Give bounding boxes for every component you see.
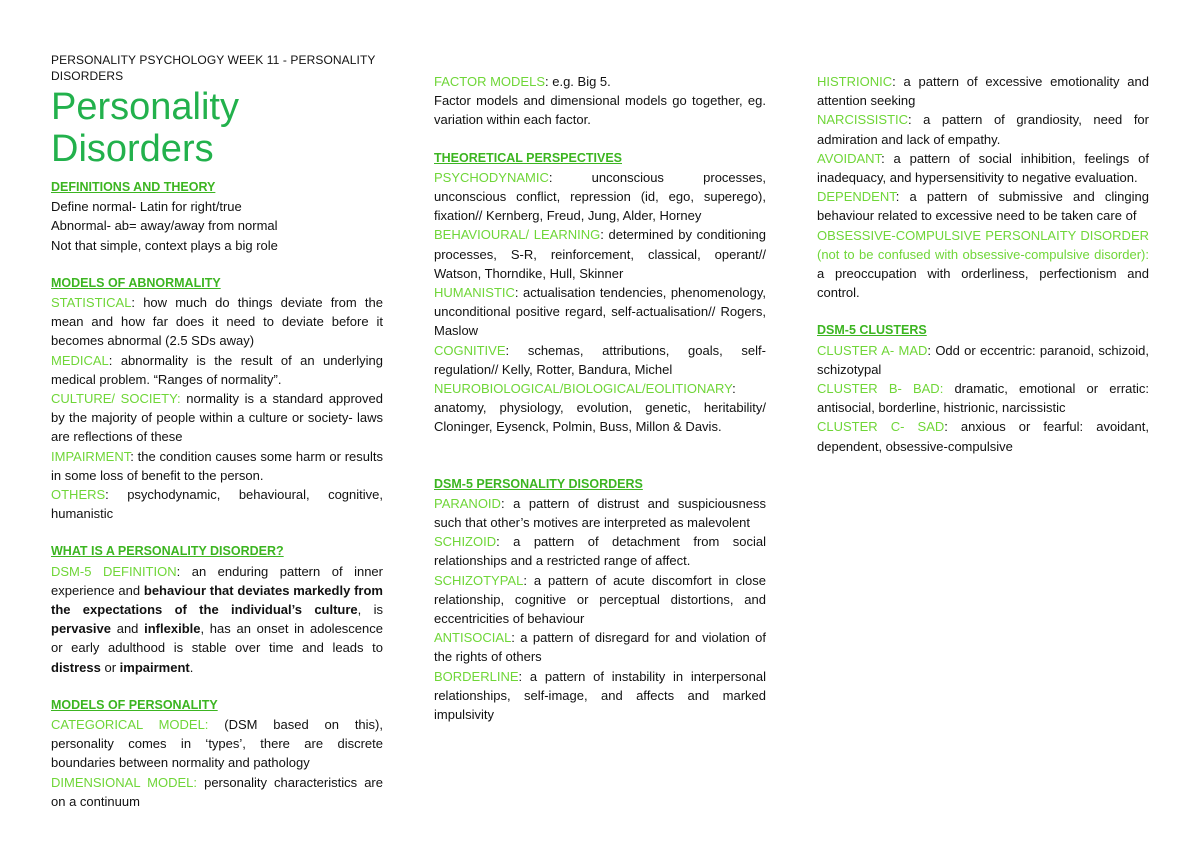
term: BEHAVIOURAL/ LEARNING: [434, 227, 601, 243]
term: OTHERS: [51, 487, 106, 503]
dsm-disorders-heading: DSM-5 PERSONALITY DISORDERS: [434, 476, 643, 491]
clusters-heading: DSM-5 CLUSTERS: [817, 323, 927, 338]
behavioural-paragraph: BEHAVIOURAL/ LEARNING: determined by conditioning processes, S-R, reinforcement, classical, operant// Watson, Thorndike, Hull, Skinner: [434, 227, 766, 281]
term: FACTOR MODELS: [434, 74, 546, 89]
theoretical-heading: THEORETICAL PERSPECTIVES: [434, 150, 622, 165]
factor-line: FACTOR MODELS: e.g. Big 5.: [434, 74, 611, 89]
narcissistic-paragraph: NARCISSISTIC: a pattern of grandiosity, need for admiration and lack of empathy.: [817, 112, 1149, 147]
borderline-paragraph: BORDERLINE: a pattern of instability in interpersonal relationships, self-image, and affects and marked impulsivity: [434, 668, 766, 723]
cluster-a-paragraph: CLUSTER A- MAD: Odd or eccentric: paranoid, schizoid, schizotypal: [817, 342, 1149, 377]
definition-line: Define normal- Latin for right/true: [51, 199, 242, 215]
term: AVOIDANT: [817, 150, 882, 166]
term: PARANOID: [434, 495, 501, 511]
neurobiological-paragraph: NEUROBIOLOGICAL/BIOLOGICAL/EOLITIONARY: anatomy, physiology, evolution, genetic, heritability/ Cloninger, Eysenck, Polmin, Buss, Millon & Davis.: [434, 381, 766, 435]
term: CULTURE/ SOCIETY:: [51, 391, 181, 407]
definition-line: Abnormal- ab= away/away from normal: [51, 218, 278, 234]
impairment-paragraph: IMPAIRMENT: the condition causes some harm or results in some loss of benefit to the person.: [51, 448, 383, 483]
term: STATISTICAL: [51, 295, 132, 311]
term: HISTRIONIC: [817, 74, 893, 89]
what-is-heading: WHAT IS A PERSONALITY DISORDER?: [51, 544, 284, 559]
term: CLUSTER C- SAD: [817, 419, 945, 435]
cluster-b-paragraph: CLUSTER B- BAD: dramatic, emotional or erratic: antisocial, borderline, histrionic, narcissistic: [817, 381, 1149, 416]
page-header: PERSONALITY PSYCHOLOGY WEEK 11 - PERSONALITY DISORDERS: [51, 53, 376, 83]
term: BORDERLINE: [434, 668, 519, 684]
title-line-2: Disorders: [51, 128, 214, 170]
culture-paragraph: CULTURE/ SOCIETY: normality is a standard approved by the majority of people within a culture or society- laws are reflections of these: [51, 391, 383, 445]
term: ANTISOCIAL: [434, 630, 512, 646]
term: MEDICAL: [51, 352, 109, 368]
antisocial-paragraph: ANTISOCIAL: a pattern of disregard for and violation of the rights of others: [434, 630, 766, 665]
paranoid-paragraph: PARANOID: a pattern of distrust and suspiciousness such that other’s motives are interpreted as malevolent: [434, 495, 766, 531]
column-middle: [434, 72, 766, 724]
term: CLUSTER A- MAD: [817, 342, 928, 358]
term: PSYCHODYNAMIC: [434, 169, 549, 185]
term: SCHIZOID: [434, 534, 497, 550]
column-left: [51, 52, 383, 811]
schizotypal-paragraph: SCHIZOTYPAL: a pattern of acute discomfort in close relationship, cognitive or perceptual distortions, and eccentricities of behaviour: [434, 572, 766, 627]
term: HUMANISTIC: [434, 285, 515, 301]
dsm-definition-paragraph: DSM-5 DEFINITION: an enduring pattern of inner experience and behaviour that deviates markedly from the expectations of the individual’s culture, is pervasive and inflexible, has an onset in adolescence or early adulthood is stable over time and leads to distress or impairment.: [51, 563, 383, 675]
term: NEUROBIOLOGICAL/BIOLOGICAL/EOLITIONARY: [434, 381, 733, 397]
models-abnormality-heading: MODELS OF ABNORMALITY: [51, 275, 221, 290]
term: DIMENSIONAL MODEL:: [51, 774, 198, 790]
statistical-paragraph: STATISTICAL: how much do things deviate from the mean and how far does it need to deviate before it becomes abnormal (2.5 SDs away): [51, 295, 383, 349]
term: OBSESSIVE-COMPULSIVE PERSONLAITY DISORDER (not to be confused with obsessive-compulsive disorder):: [817, 227, 1149, 262]
definitions-heading: DEFINITIONS AND THEORY: [51, 180, 216, 194]
categorical-paragraph: CATEGORICAL MODEL: (DSM based on this), personality comes in ‘types’, there are discrete boundaries between normality and pathology: [51, 717, 383, 771]
psychodynamic-paragraph: PSYCHODYNAMIC: unconscious processes, unconscious conflict, repression (id, ego, superego), fixation// Kernberg, Freud, Jung, Alder, Horney: [434, 169, 766, 224]
term: DSM-5 DEFINITION: [51, 563, 177, 579]
cognitive-paragraph: COGNITIVE: schemas, attributions, goals, self-regulation// Kelly, Rotter, Bandura, Michel: [434, 342, 766, 377]
avoidant-paragraph: AVOIDANT: a pattern of social inhibition, feelings of inadequacy, and hypersensitivity to negative evaluation.: [817, 150, 1149, 186]
title-line-1: Personality: [51, 86, 239, 128]
factor-paragraph: Factor models and dimensional models go together, eg. variation within each factor.: [434, 93, 766, 128]
histrionic-paragraph: HISTRIONIC: a pattern of excessive emotionality and attention seeking: [817, 74, 1149, 109]
others-paragraph: OTHERS: psychodynamic, behavioural, cognitive, humanistic: [51, 487, 383, 522]
humanistic-paragraph: HUMANISTIC: actualisation tendencies, phenomenology, unconditional positive regard, self-actualisation// Rogers, Maslow: [434, 285, 766, 339]
term: IMPAIRMENT: [51, 448, 131, 464]
term: SCHIZOTYPAL: [434, 572, 524, 588]
term: CATEGORICAL MODEL:: [51, 717, 209, 733]
models-personality-heading: MODELS OF PERSONALITY: [51, 697, 218, 712]
ocpd-paragraph: OBSESSIVE-COMPULSIVE PERSONLAITY DISORDER (not to be confused with obsessive-compulsive disorder): a preoccupation with orderliness, perfectionism and control.: [817, 227, 1149, 301]
term: CLUSTER B- BAD:: [817, 381, 944, 397]
dimensional-paragraph: DIMENSIONAL MODEL: personality characteristics are on a continuum: [51, 774, 383, 809]
column-right: [817, 72, 1149, 456]
definition-line: Not that simple, context plays a big role: [51, 237, 278, 253]
dependent-paragraph: DEPENDENT: a pattern of submissive and clinging behaviour related to excessive need to be taken care of: [817, 189, 1149, 224]
term: COGNITIVE: [434, 342, 506, 358]
term: NARCISSISTIC: [817, 112, 909, 128]
medical-paragraph: MEDICAL: abnormality is the result of an underlying medical problem. “Ranges of normality”.: [51, 352, 383, 387]
cluster-c-paragraph: CLUSTER C- SAD: anxious or fearful: avoidant, dependent, obsessive-compulsive: [817, 419, 1149, 454]
term: DEPENDENT: [817, 189, 896, 205]
page-title: [51, 86, 383, 170]
schizoid-paragraph: SCHIZOID: a pattern of detachment from social relationships and a restricted range of affect.: [434, 534, 766, 569]
